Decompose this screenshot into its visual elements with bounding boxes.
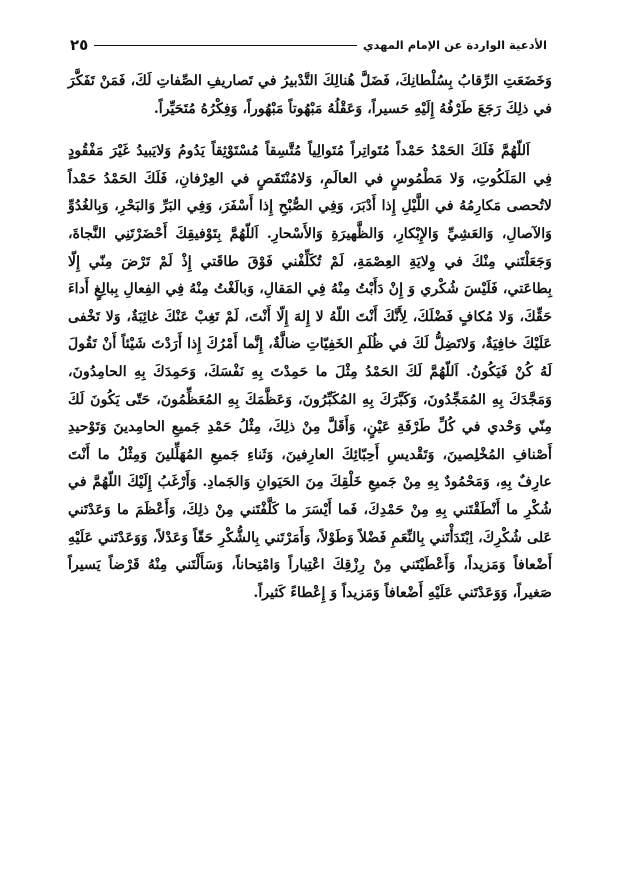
paragraph-1: وَخَضَعَتِ الرِّقابُ بِسُلْطانِكَ، فَضَلَّ هُنالِكَ التَّدْبيرُ في تَصاريفِ الصِّفاتِ لَكَ، فَمَنْ تَفَكَّرَ في ذلِكَ رَجَعَ طَرْفُهُ إِلَيْهِ حَسيراً، وَعَقْلُهُ مَبْهُوتاً مَبْهُوراً، وَفِكْرُهُ مُتَحَيِّراً.: [68, 73, 552, 117]
page-header: [70, 34, 547, 56]
header-rule: [94, 45, 357, 46]
running-title: الأدعية الواردة عن الإمام المهدي: [363, 38, 547, 52]
body-text: [68, 68, 552, 607]
paragraph-2: اَللّهُمَّ فَلَكَ الحَمْدُ حَمْداً مُتَواتِراً مُتَوالِياً مُتَّسِقاً مُسْتَوْثِقاً يَدُومُ وَلايَبيدُ غَيْرَ مَفْقُودٍ فِي المَلَكُوتِ، وَلا مَطْمُوسٍ في العالَمِ، وَلامُنْتَقَصٍ في العِرْفانِ، فَلَكَ الحَمْدُ حَمْداً لاتُحصى مَكارِمُهُ في اللَّيْلِ إِذا أَدْبَرَ، وَفِي الصُّبْحِ إِذا أَسْفَرَ، وَفِي البَرِّ وَالبَحْرِ، وَبِالغُدُوِّ وَالآصالِ، وَالعَشِيِّ وَالإِبْكارِ، وَالظَّهيرَةِ وَالأَسْحارِ. اَللّهُمَّ بِتَوْفيقِكَ أَحْضَرْتَنِي النَّجاةَ، وَجَعَلْتَني مِنْكَ في وِلايَةِ العِصْمَةِ، لَمْ تُكَلِّفْني فَوْقَ طاقَتي إِذْ لَمْ تَرْضَ مِنّي إِلّا بِطاعَتي، فَلَيْسَ شُكْري وَ إِنْ دَأَبْتُ مِنْهُ فِي المَقالِ، وَبالَغْتُ مِنْهُ فِي الفِعالِ بِبالِغٍ أَداءَ حَقِّكَ، وَلا مُكافٍ فَضْلَكَ، لِأَنَّكَ أَنْتَ اللّهُ لا إِلهَ إِلّا أَنْتَ، لَمْ تَغِبْ عَنْكَ غائِبَةٌ، وَلا تَخْفى عَلَيْكَ خافِيَةٌ، وَلاتَضِلُّ لَكَ في ظُلَمِ الخَفِيّاتِ ضالَّةٌ، إِنَّما أَمْرُكَ إِذا أَرَدْتَ شَيْئاً أَنْ تَقُولَ لَهُ كُنْ فَيَكُونُ. اَللّهُمَّ لَكَ الحَمْدُ مِثْلَ ما حَمِدْتَ بِهِ نَفْسَكَ، وَحَمِدَكَ بِهِ الحامِدُونَ، وَمَجَّدَكَ بِهِ المُمَجِّدُونَ، وَكَبَّرَكَ بِهِ المُكَبِّرُونَ، وَعَظَّمَكَ بِهِ المُعَظِّمُونَ، حَتّى يَكُونَ لَكَ مِنّي وَحْدي في كُلِّ طَرْفَةِ عَيْنٍ، وَأَقَلَّ مِنْ ذلِكَ، مِثْلُ حَمْدِ جَميعِ الحامِدينَ وَتَوْحيدِ أَصْنافِ المُخْلِصينَ، وَتَقْديسِ أَحِبّائِكَ العارِفينَ، وَثَناءِ جَميعِ المُهَلِّلينَ وَمِثْلُ ما أَنْتَ عارِفٌ بِهِ، وَمَحْمُودٌ بِهِ مِنْ جَميعِ خَلْقِكَ مِنَ الحَيَوانِ وَالجَمادِ. وَأَرْغَبُ إِلَيْكَ اللّهُمَّ في شُكْرِ ما أَنْطَقْتَني بِهِ مِنْ حَمْدِكَ، فَما أَيْسَرَ ما كَلَّفْتَني مِنْ ذلِكَ، وَأَعْظَمَ ما وَعَدْتَني عَلى شُكْرِكَ، اِبْتَدَأْتَني بِالنِّعَمِ فَضْلاً وَطَوْلاً، وَأَمَرْتَني بِالشُّكْرِ حَقّاً وَعَدْلاً، وَوَعَدْتَني عَلَيْهِ أَضْعافاً وَمَزيداً، وَأَعْطَيْتَني مِنْ رِزْقِكَ اعْتِباراً وَامْتِحاناً، وَسَأَلْتَني مِنْهُ قَرْضاً يَسيراً صَغيراً، وَوَعَدْتَني عَلَيْهِ أَضْعافاً وَمَزيداً وَ إِعْطاءً كَثيراً.: [68, 143, 552, 601]
page-number: ٢٥: [70, 36, 89, 54]
